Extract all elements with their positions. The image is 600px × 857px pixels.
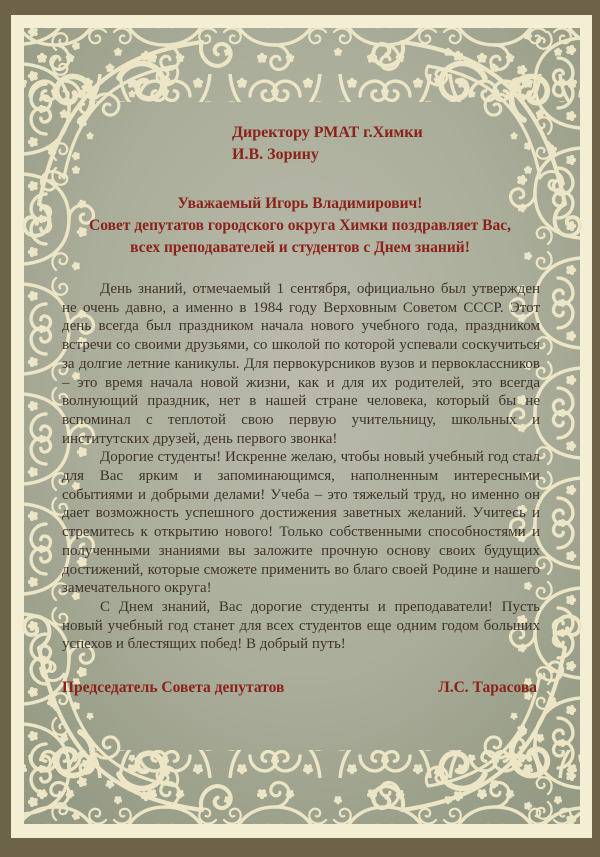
signature-title: Председатель Совета депутатов [62,679,285,696]
paragraph: С Днем знаний, Вас дорогие студенты и преподаватели! Пусть новый учебный год станет для всех студентов еще одним годом больших успехов и блестящих побед! В добрый путь! [62,598,540,653]
letter-body [62,280,540,654]
addressee-line-1: Директору РМАТ г.Химки [232,124,423,141]
greeting-line-1: Уважаемый Игорь Владимирович! [177,195,423,212]
greeting-line-2: Совет депутатов городского округа Химки поздравляет Вас, [89,217,511,235]
signature-name: Л.С. Тарасова [438,679,537,696]
paragraph: День знаний, отмечаемый 1 сентября, официально был утвержден не очень давно, а именно в 1984 году Верховным Советом СССР. Этот день всегда был праздником начала нового учебного года, праздником встречи со своими друзьями, со школой по которой успевали соскучиться за долгие летние каникулы. Для первокурсников вузов и первоклассников – это время начала новой жизни, как и для их родителей, это всегда волнующий праздник, нет в нашей стране человека, который бы не вспоминал с теплотой свою первую учительницу, школьных и институтских друзей, день первого звонка! [62,281,540,447]
signature-row [62,679,537,697]
paragraph: Дорогие студенты! Искренне желаю, чтобы новый учебный год стал для Вас ярким и запоминающимся, наполненным интересными событиями и добрыми делами! Учеба – это тяжелый труд, но именно он дает возможность успешного достижения заветных желаний. Учитесь и стремитесь к открытию нового! Только собственными способностями и полученными знаниями вы заложите прочную основу своих будущих достижений, которые сможете применить во благо своей Родине и нашего замечательного округа! [62,449,540,597]
greeting-block [60,193,540,260]
addressee-block [232,122,423,166]
addressee-line-2: И.В. Зорину [232,146,319,163]
greeting-line-3: всех преподавателей и студентов с Днем знаний! [130,239,470,257]
